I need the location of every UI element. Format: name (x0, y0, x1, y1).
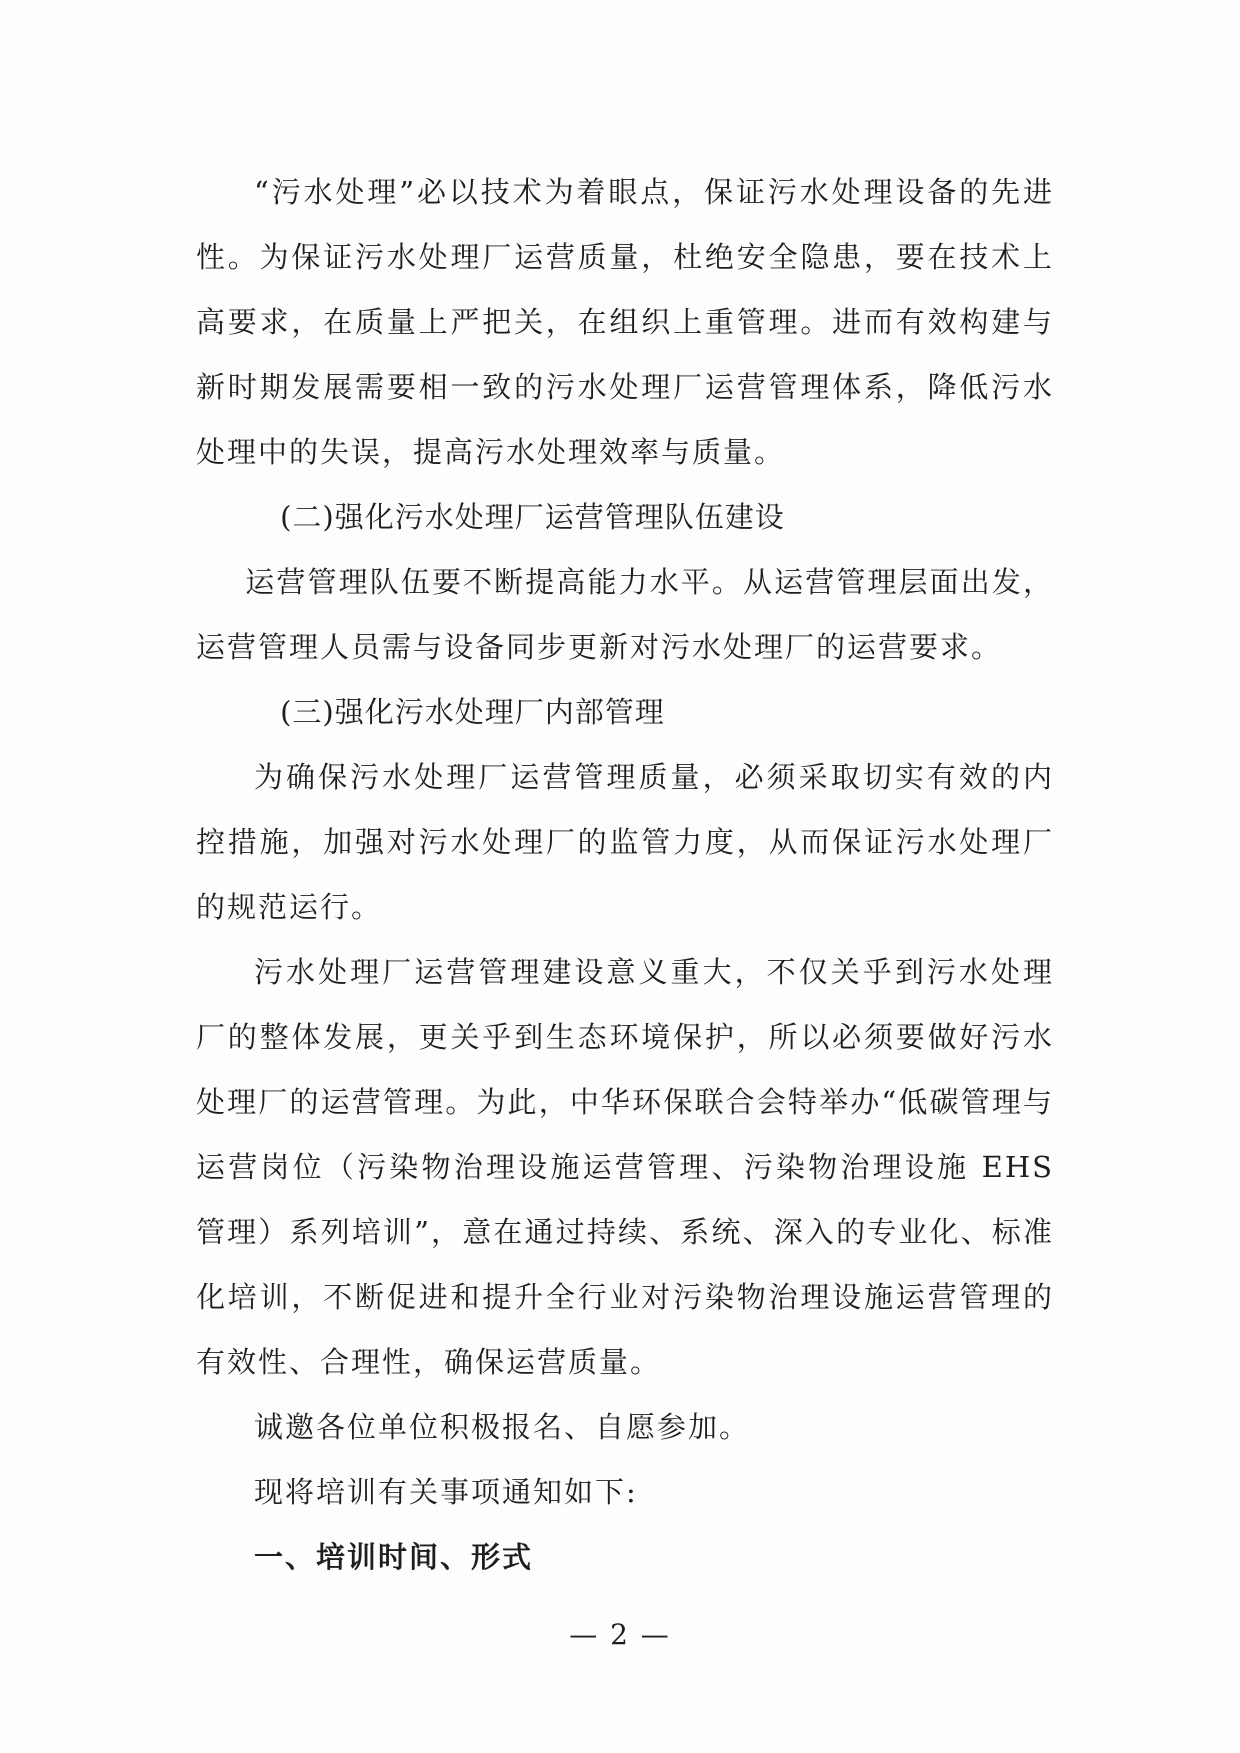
page-number: — 2 — (569, 1618, 671, 1651)
paragraph-invitation: 诚邀各位单位积极报名、自愿参加。 (254, 1410, 751, 1444)
subheading-internal-management: (三)强化污水处理厂内部管理 (280, 695, 665, 729)
paragraph-training-purpose: 污水处理厂运营管理建设意义重大，不仅关乎到污水处理厂的整体发展，更关乎到生态环境保护，所以必须要做好污水处理厂的运营管理。为此，中华环保联合会特举办“低碳管理与运营岗位（污染物治理设施运营管理、污染物治理设施 EHS 管理）系列培训”，意在通过持续、系统、深入的专业化、标准化培训，不断促进和提升全行业对污染物治理设施运营管理的有效性、合理性，确保运营质量。 (196, 955, 1054, 1379)
paragraph-internal-control: 为确保污水处理厂运营管理质量，必须采取切实有效的内控措施，加强对污水处理厂的监管力度，从而保证污水处理厂的规范运行。 (196, 760, 1054, 924)
subheading-team-building: (二)强化污水处理厂运营管理队伍建设 (280, 500, 785, 534)
document-body (196, 160, 1054, 1590)
section-heading-training-time: 一、培训时间、形式 (254, 1540, 534, 1574)
paragraph-team-ability: 运营管理队伍要不断提高能力水平。从运营管理层面出发，运营管理人员需与设备同步更新对污水处理厂的运营要求。 (196, 565, 1054, 664)
paragraph-notice-intro: 现将培训有关事项通知如下: (254, 1475, 638, 1509)
paragraph-technology: “污水处理”必以技术为着眼点，保证污水处理设备的先进性。为保证污水处理厂运营质量，杜绝安全隐患，要在技术上高要求，在质量上严把关，在组织上重管理。进而有效构建与新时期发展需要相一致的污水处理厂运营管理体系，降低污水处理中的失误，提高污水处理效率与质量。 (196, 175, 1054, 469)
